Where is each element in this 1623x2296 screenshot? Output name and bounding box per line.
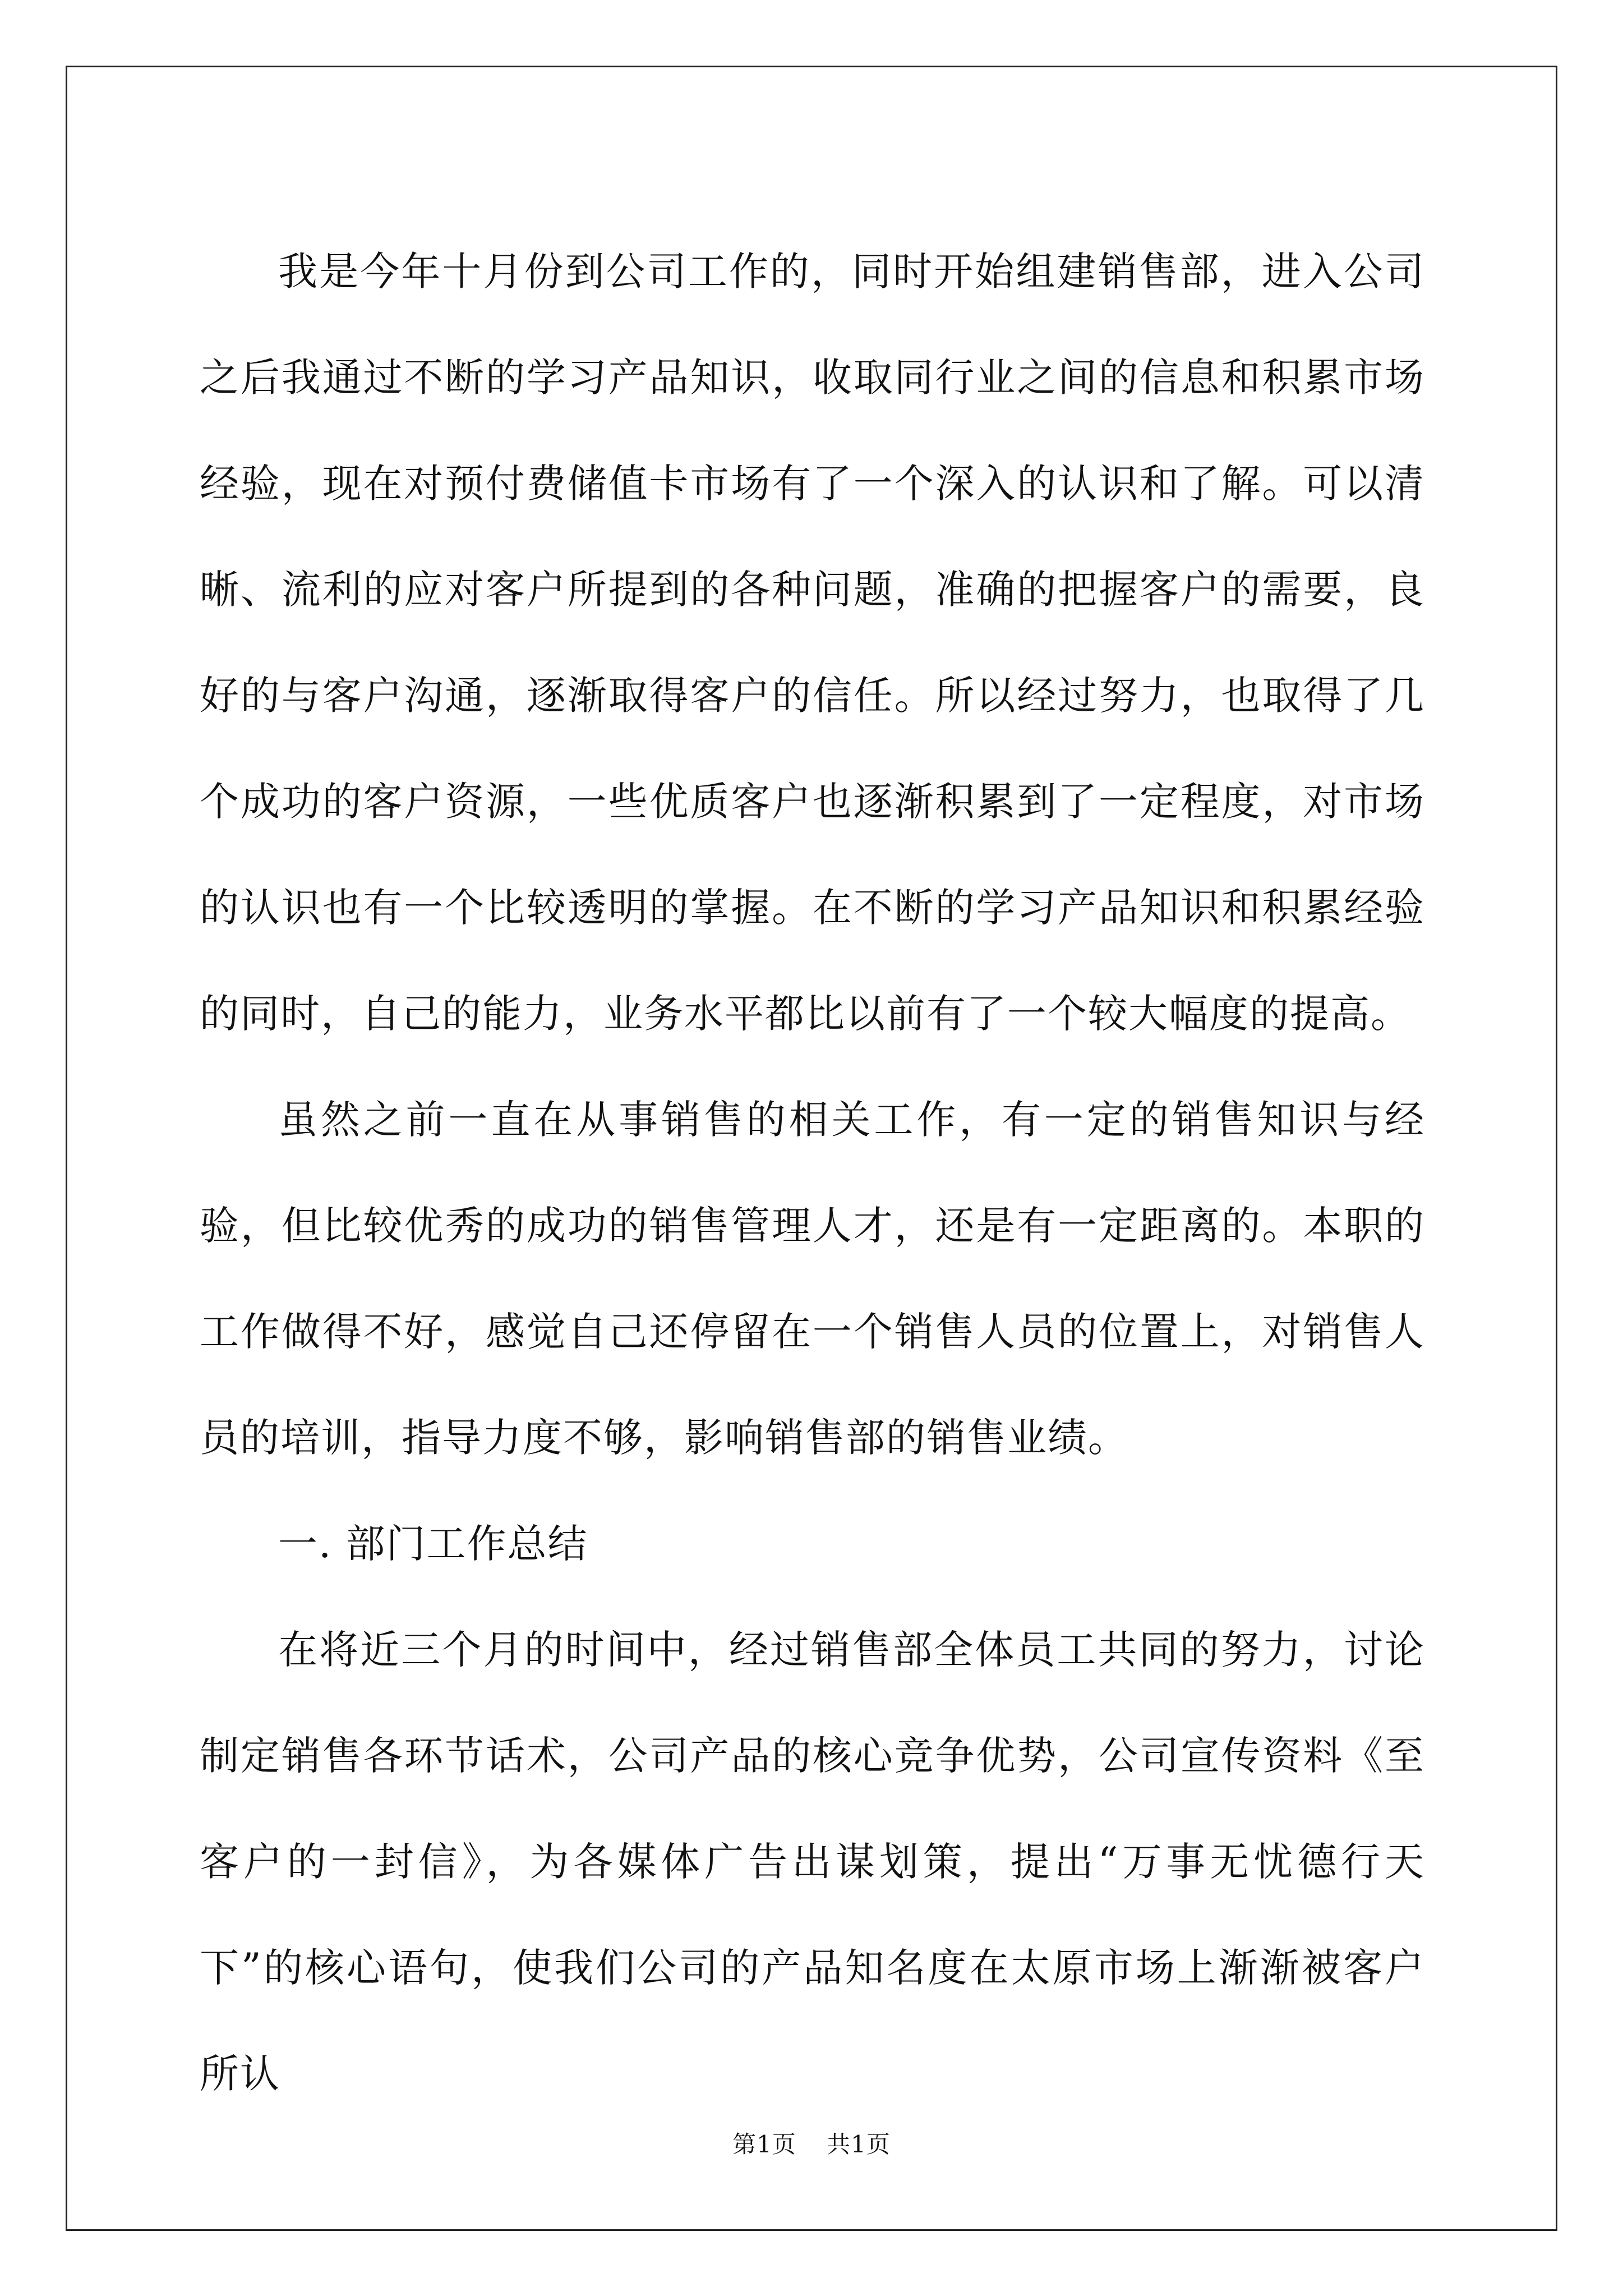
- page-footer: [0, 2126, 1623, 2160]
- section-heading: 一. 部门工作总结: [278, 1521, 588, 1567]
- paragraph-3: 在将近三个月的时间中，经过销售部全体员工共同的努力，讨论制定销售各环节话术，公司产品的核心竞争优势，公司宣传资料《至客户的一封信》，为各媒体广告出谋划策，提出“万事无忧德行天下”的核心语句，使我们公司的产品知名度在太原市场上渐渐被客户所认: [200, 1627, 1425, 2097]
- page-count: 共1页: [827, 2131, 891, 2158]
- document-body: [200, 219, 1425, 2127]
- page-number: 第1页: [732, 2131, 796, 2158]
- paragraph-2: 虽然之前一直在从事销售的相关工作，有一定的销售知识与经验，但比较优秀的成功的销售管理人才，还是有一定距离的。本职的工作做得不好，感觉自己还停留在一个销售人员的位置上，对销售人员的培训，指导力度不够，影响销售部的销售业绩。: [200, 1097, 1425, 1461]
- paragraph-1: 我是今年十月份到公司工作的，同时开始组建销售部，进入公司之后我通过不断的学习产品知识，收取同行业之间的信息和积累市场经验，现在对预付费储值卡市场有了一个深入的认识和了解。可以清晰、流利的应对客户所提到的各种问题，准确的把握客户的需要，良好的与客户沟通，逐渐取得客户的信任。所以经过努力，也取得了几个成功的客户资源，一些优质客户也逐渐积累到了一定程度，对市场的认识也有一个比较透明的掌握。在不断的学习产品知识和积累经验的同时，自己的能力，业务水平都比以前有了一个较大幅度的提高。: [200, 249, 1425, 1037]
